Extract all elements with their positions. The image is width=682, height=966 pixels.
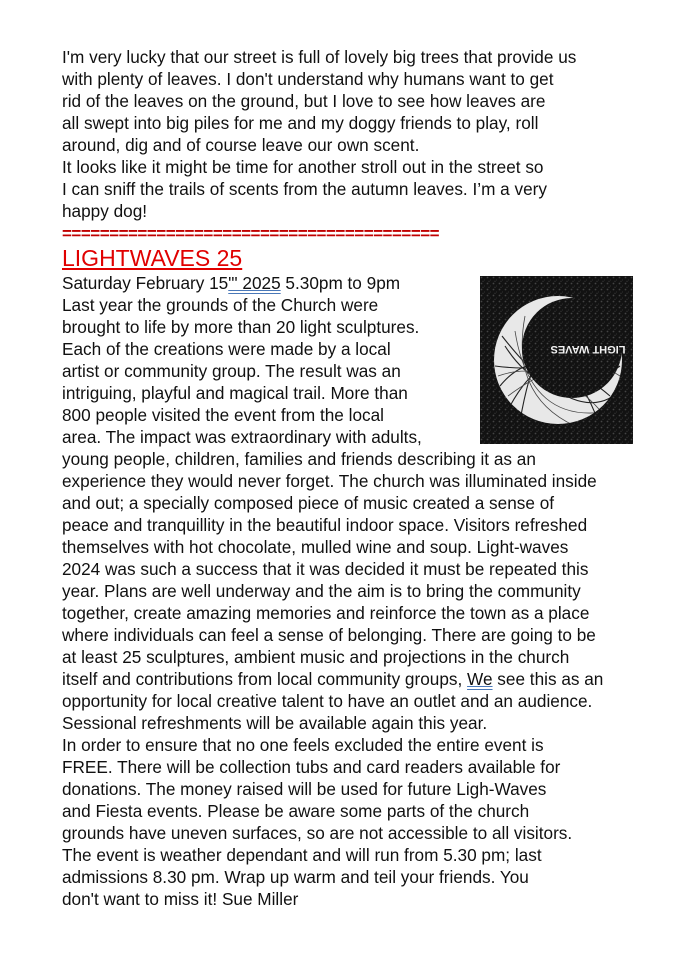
text-line: and Fiesta events. Please be aware some parts of the church	[62, 801, 530, 821]
text-line: together, create amazing memories and reinforce the town as a place	[62, 603, 590, 623]
text-line: peace and tranquillity in the beautiful indoor space. Visitors refreshed	[62, 515, 588, 535]
text-line: intriguing, playful and magical trail. More than	[62, 383, 408, 403]
text-line: It looks like it might be time for another stroll out in the street so	[62, 157, 544, 177]
text-line: 800 people visited the event from the local	[62, 405, 384, 425]
text-line: at least 25 sculptures, ambient music and projections in the church	[62, 647, 570, 667]
text-line: young people, children, families and friends describing it as an	[62, 449, 536, 469]
newsletter-page	[62, 46, 672, 910]
text-line: happy dog!	[62, 201, 148, 221]
text-line: admissions 8.30 pm. Wrap up warm and teil your friends. You	[62, 867, 529, 887]
text-line: with plenty of leaves. I don't understand why humans want to get	[62, 69, 554, 89]
text-line: experience they would never forget. The church was illuminated inside	[62, 471, 597, 491]
we-line-end: see this as an	[492, 669, 604, 689]
logo-text: LIGHT WAVES	[550, 343, 626, 355]
section-divider: ========================================	[62, 224, 440, 243]
text-line: where individuals can feel a sense of belonging. There are going to be	[62, 625, 596, 645]
text-line: don't want to miss it! Sue Miller	[62, 889, 299, 909]
date-text: Saturday February 15	[62, 273, 229, 293]
text-line: brought to life by more than 20 light sculptures.	[62, 317, 420, 337]
text-line: artist or community group. The result was an	[62, 361, 401, 381]
text-line: donations. The money raised will be used for future Ligh-Waves	[62, 779, 547, 799]
text-line: themselves with hot chocolate, mulled wine and soup. Light-waves	[62, 537, 569, 557]
text-line: opportunity for local creative talent to have an outlet and an audience.	[62, 691, 593, 711]
text-line: I can sniff the trails of scents from the autumn leaves. I’m a very	[62, 179, 547, 199]
date-superscript: "' 2025	[228, 273, 281, 293]
text-line: Last year the grounds of the Church were	[62, 295, 379, 315]
text-line: year. Plans are well underway and the aim is to bring the community	[62, 581, 581, 601]
text-line-we	[62, 668, 672, 690]
text-line: FREE. There will be collection tubs and card readers available for	[62, 757, 561, 777]
text-line: rid of the leaves on the ground, but I love to see how leaves are	[62, 91, 546, 111]
lightwaves-logo	[480, 276, 633, 444]
text-line: In order to ensure that no one feels excluded the entire event is	[62, 735, 544, 755]
text-line: grounds have uneven surfaces, so are not accessible to all visitors.	[62, 823, 573, 843]
text-line: Each of the creations were made by a local	[62, 339, 391, 359]
lightwaves-crescent-logo-icon	[480, 276, 633, 444]
text-line: Sessional refreshments will be available again this year.	[62, 713, 488, 733]
text-line: 2024 was such a success that it was decided it must be repeated this	[62, 559, 589, 579]
text-line: I'm very lucky that our street is full of lovely big trees that provide us	[62, 47, 577, 67]
text-line: all swept into big piles for me and my doggy friends to play, roll	[62, 113, 539, 133]
we-word: We	[467, 669, 493, 689]
section-heading: LIGHTWAVES 25	[62, 245, 243, 271]
we-line-start: itself and contributions from local community groups,	[62, 669, 468, 689]
text-line: area. The impact was extraordinary with adults,	[62, 427, 422, 447]
text-line: The event is weather dependant and will run from 5.30 pm; last	[62, 845, 542, 865]
intro-paragraph	[62, 46, 672, 222]
text-line: around, dig and of course leave our own scent.	[62, 135, 420, 155]
time-text: 5.30pm to 9pm	[280, 273, 401, 293]
text-line: and out; a specially composed piece of music created a sense of	[62, 493, 555, 513]
